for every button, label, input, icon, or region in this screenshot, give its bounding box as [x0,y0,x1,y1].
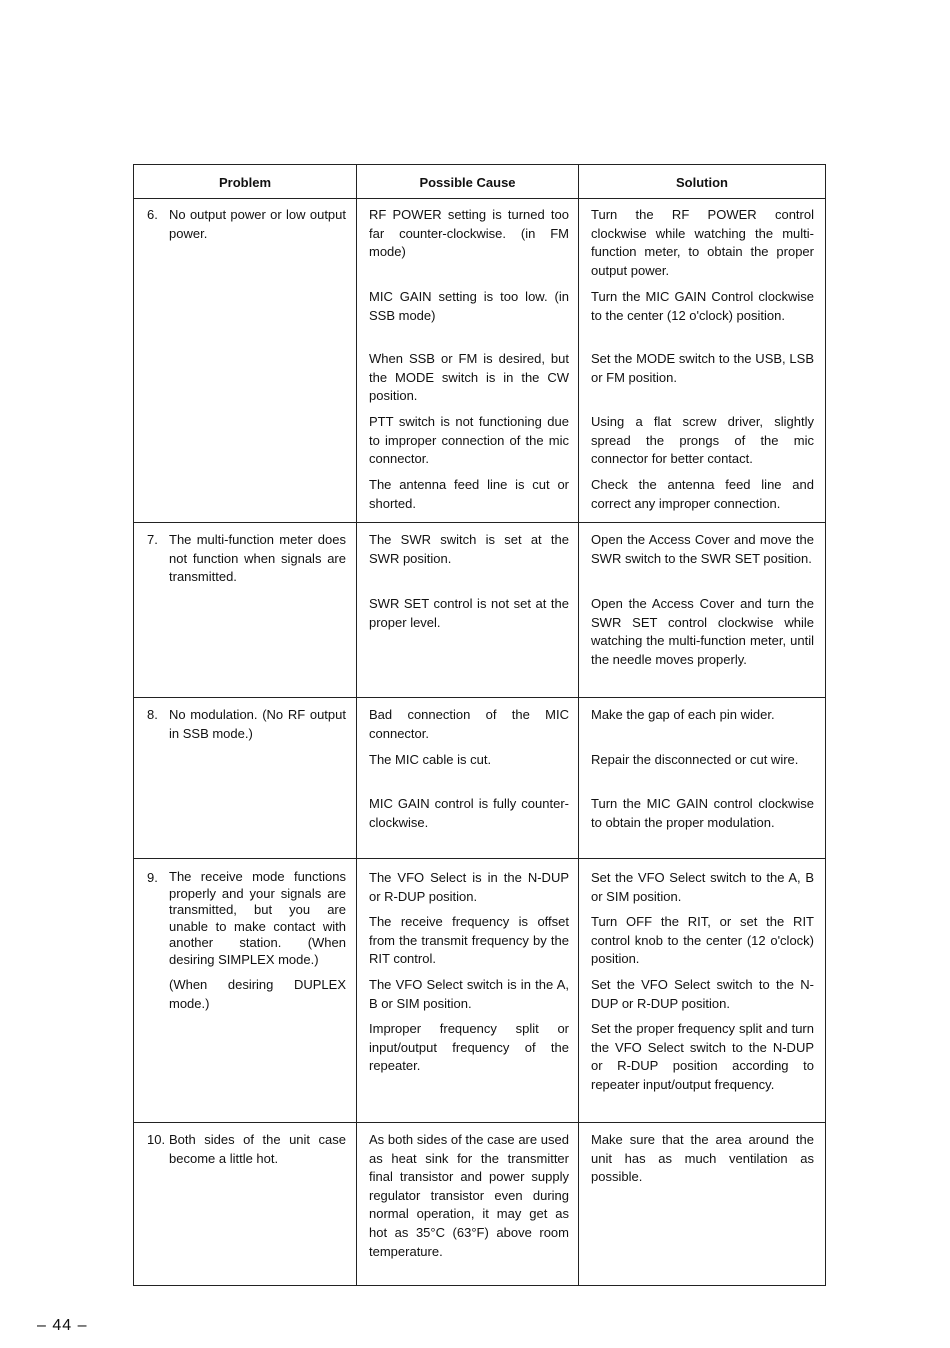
solution-text: Set the proper frequency split and turn the VFO Select switch to the N-DUP or R-DUP position according to repeater input/output frequency. [591,1021,814,1092]
problem-number: 10. [147,1132,166,1147]
cause-text: The SWR switch is set at the SWR position. [369,532,569,566]
row-divider [134,198,825,199]
cause-text: PTT switch is not functioning due to improper connection of the mic connector. [369,414,569,467]
cause-text: When SSB or FM is desired, but the MODE switch is in the CW position. [369,351,569,404]
problem-text: The multi-function meter does not function when signals are transmitted. [169,532,346,585]
cause-text: MIC GAIN control is fully counter-clockwise. [369,796,569,830]
solution-text: Set the VFO Select switch to the A, B or SIM position. [591,870,814,904]
row-divider [134,522,825,523]
problem-number: 6. [147,207,158,222]
solution-text: Open the Access Cover and move the SWR switch to the SWR SET position. [591,532,814,566]
row-divider [134,858,825,859]
solution-text: Turn the MIC GAIN control clockwise to obtain the proper modulation. [591,796,814,830]
cause-text: SWR SET control is not set at the proper level. [369,596,569,630]
solution-text: Make sure that the area around the unit has as much ventilation as possible. [591,1132,814,1185]
problem-text: Both sides of the unit case become a little hot. [169,1132,346,1166]
solution-text: Make the gap of each pin wider. [591,707,775,722]
solution-text: Repair the disconnected or cut wire. [591,752,799,767]
solution-text: Set the VFO Select switch to the N-DUP or R-DUP position. [591,977,814,1011]
solution-text: Turn OFF the RIT, or set the RIT control knob to the center (12 o'clock) position. [591,914,814,967]
problem-text: No output power or low output power. [169,207,346,241]
cause-text: Improper frequency split or input/output frequency of the repeater. [369,1021,569,1074]
problem-text-duplex: (When desiring DUPLEX mode.) [169,977,346,1011]
cause-text: RF POWER setting is turned too far counter-clockwise. (in FM mode) [369,207,569,260]
header-solution: Solution [676,174,728,190]
cause-text: MIC GAIN setting is too low. (in SSB mode) [369,289,569,323]
cause-text: The MIC cable is cut. [369,752,492,767]
cause-text: As both sides of the case are used as heat sink for the transmitter final transistor and power supply regulator transistor even during normal operation, it may get as hot as 35°C (63°F) above room temperature. [369,1132,569,1259]
problem-number: 8. [147,707,158,722]
cause-text: Bad connection of the MIC connector. [369,707,569,741]
cause-text: The antenna feed line is cut or shorted. [369,477,569,511]
problem-number: 7. [147,532,158,547]
page-number: – 44 – [37,1317,88,1334]
cause-text: The receive frequency is offset from the transmit frequency by the RIT control. [369,914,569,967]
problem-text: No modulation. (No RF output in SSB mode.) [169,707,346,741]
solution-text: Set the MODE switch to the USB, LSB or FM position. [591,351,814,385]
cause-text: The VFO Select is in the N-DUP or R-DUP position. [369,870,569,904]
column-divider [356,165,357,1285]
column-divider [578,165,579,1285]
cause-text: The VFO Select switch is in the A, B or SIM position. [369,977,569,1011]
problem-number: 9. [147,870,158,885]
header-problem: Problem [218,174,271,190]
problem-text: The receive mode functions properly and your signals are transmitted, but you are unable to make contact with another station. (When desiring SIMPLEX mode.) [169,869,346,967]
solution-text: Turn the RF POWER control clockwise while watching the multi-function meter, to obtain the proper output power. [591,207,814,278]
solution-text: Using a flat screw driver, slightly spread the prongs of the mic connector for better contact. [591,414,814,467]
troubleshooting-table [133,164,826,1286]
row-divider [134,1122,825,1123]
header-possible-cause: Possible Cause [419,174,516,190]
solution-text: Check the antenna feed line and correct any improper connection. [591,477,814,511]
solution-text: Turn the MIC GAIN Control clockwise to the center (12 o'clock) position. [591,289,814,323]
row-divider [134,697,825,698]
solution-text: Open the Access Cover and turn the SWR SET control clockwise while watching the multi-function meter, until the needle moves properly. [591,596,814,667]
